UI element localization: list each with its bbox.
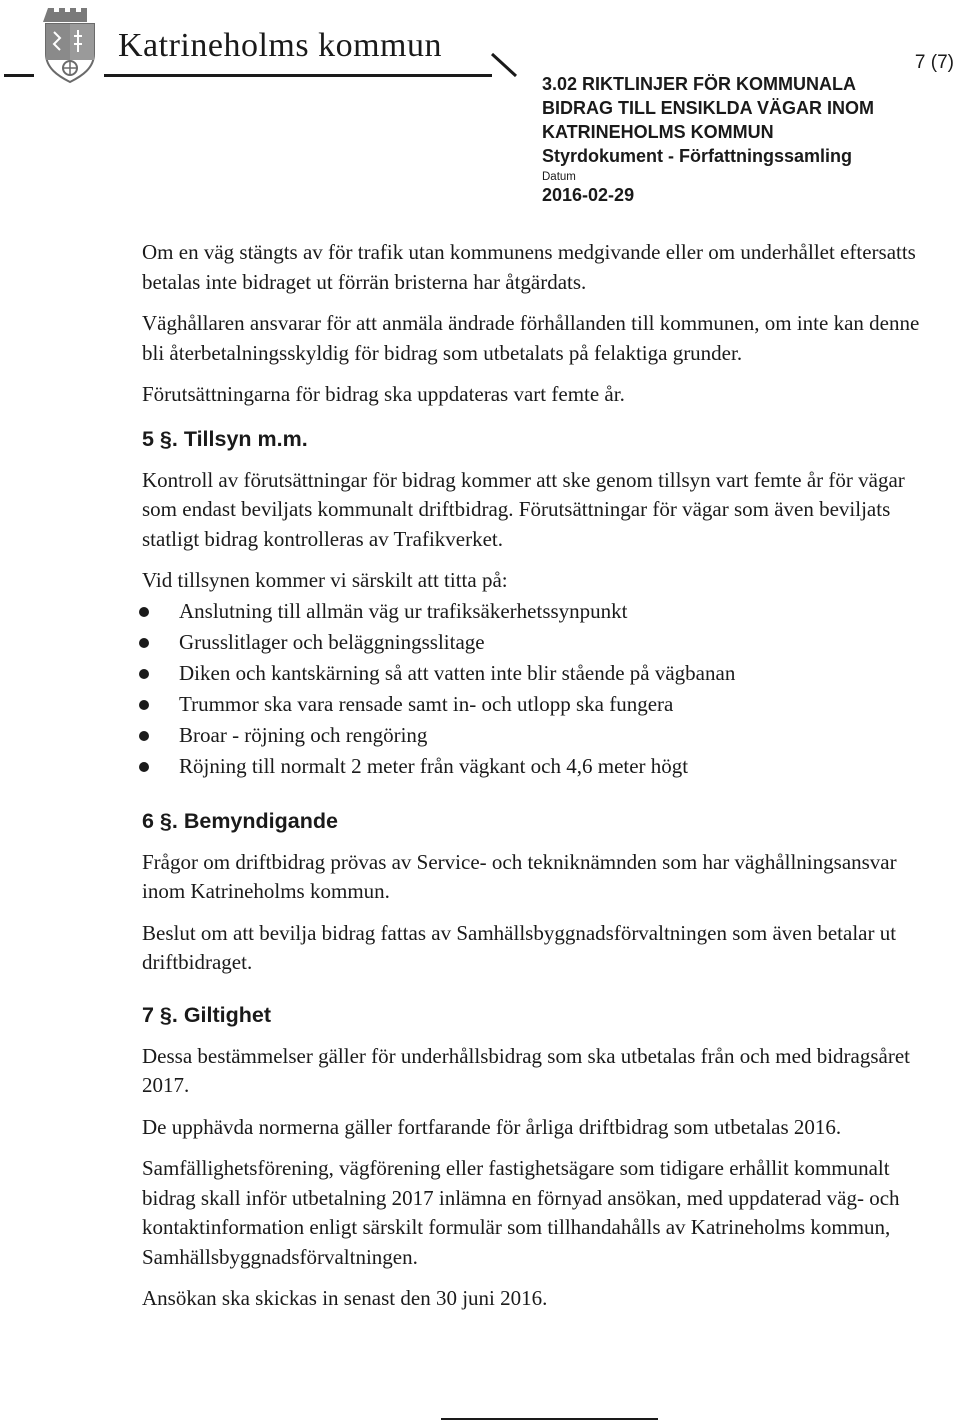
doc-title-line2: BIDRAG TILL ENSIKLDA VÄGAR INOM — [542, 98, 874, 118]
doc-title-line3: KATRINEHOLMS KOMMUN — [542, 122, 774, 142]
paragraph: Samfällighetsförening, vägförening eller fastighetsägare som tidigare erhållit kommunalt bidrag skall inför utbetalning 2017 inlämna en förnyad ansökan, med uppdaterad väg- och kontaktinformation enligt särskilt formulär som tillhandahålls av Katrineholms kommun, Samhällsbyggnadsförvaltningen. — [142, 1156, 900, 1269]
list-item: Trummor ska vara rensade samt in- och utlopp ska fungera — [142, 689, 942, 720]
document-meta — [542, 72, 874, 206]
paragraph: Beslut om att bevilja bidrag fattas av Samhällsbyggnadsförvaltningen som även betalar ut driftbidraget. — [142, 920, 897, 974]
header-rule-slash — [490, 50, 530, 86]
paragraph: Väghållaren ansvarar för att anmäla ändrade förhållanden till kommunen, om inte kan denne bli återbetalningsskyldig för bidrag som utbetalats på felaktiga grunder. — [142, 311, 920, 365]
list-item: Grusslitlager och beläggningsslitage — [142, 627, 942, 658]
bullet-icon — [139, 700, 149, 710]
municipal-crest-logo — [40, 4, 100, 84]
bullet-icon — [139, 762, 149, 772]
list-item: Diken och kantskärning så att vatten inte blir stående på vägbanan — [142, 658, 942, 689]
header-rule — [104, 74, 492, 77]
paragraph: De upphävda normerna gäller fortfarande för årliga driftbidrag som utbetalas 2016. — [142, 1114, 842, 1139]
list-item: Anslutning till allmän väg ur trafiksäkerhetssynpunkt — [142, 596, 942, 627]
date-label: Datum — [542, 171, 576, 183]
doc-type: Styrdokument - Författningssamling — [542, 146, 853, 166]
doc-title-line1: 3.02 RIKTLINJER FÖR KOMMUNALA — [542, 74, 857, 94]
bullet-icon — [139, 731, 149, 741]
doc-date: 2016-02-29 — [542, 185, 635, 205]
inspection-list — [142, 596, 942, 782]
bullet-icon — [139, 669, 149, 679]
paragraph: Frågor om driftbidrag prövas av Service- och tekniknämnden som har väghållningsansvar inom Katrineholms kommun. — [142, 849, 897, 903]
section-heading-5: 5 §. Tillsyn m.m. — [142, 426, 308, 451]
paragraph: Dessa bestämmelser gäller för underhållsbidrag som ska utbetalas från och med bidragsåret 2017. — [142, 1043, 910, 1097]
bullet-icon — [139, 638, 149, 648]
list-item: Röjning till normalt 2 meter från vägkant och 4,6 meter högt — [142, 751, 942, 782]
paragraph: Förutsättningarna för bidrag ska uppdateras vart femte år. — [142, 382, 625, 406]
list-item: Broar - röjning och rengöring — [142, 720, 942, 751]
header-rule-left — [4, 74, 34, 77]
page-number: 7 (7) — [914, 52, 954, 73]
section-heading-7: 7 §. Giltighet — [142, 1002, 272, 1027]
paragraph: Kontroll av förutsättningar för bidrag kommer att ske genom tillsyn vart femte år för vägar som endast beviljats kommunalt driftbidrag. Förutsättningar för vägar som även beviljats statligt bidrag kontrolleras av Trafikverket. — [142, 467, 905, 551]
paragraph: Vid tillsynen kommer vi särskilt att titta på: — [142, 568, 508, 592]
paragraph: Om en väg stängts av för trafik utan kommunens medgivande eller om underhållet eftersatts betalas inte bidraget ut förrän bristerna har åtgärdats. — [142, 240, 916, 294]
org-name: Katrineholms kommun — [118, 27, 442, 64]
paragraph: Ansökan ska skickas in senast den 30 juni 2016. — [142, 1286, 548, 1310]
end-rule — [441, 1418, 658, 1420]
bullet-icon — [139, 607, 149, 617]
document-body — [142, 238, 942, 1326]
section-heading-6: 6 §. Bemyndigande — [142, 808, 338, 833]
